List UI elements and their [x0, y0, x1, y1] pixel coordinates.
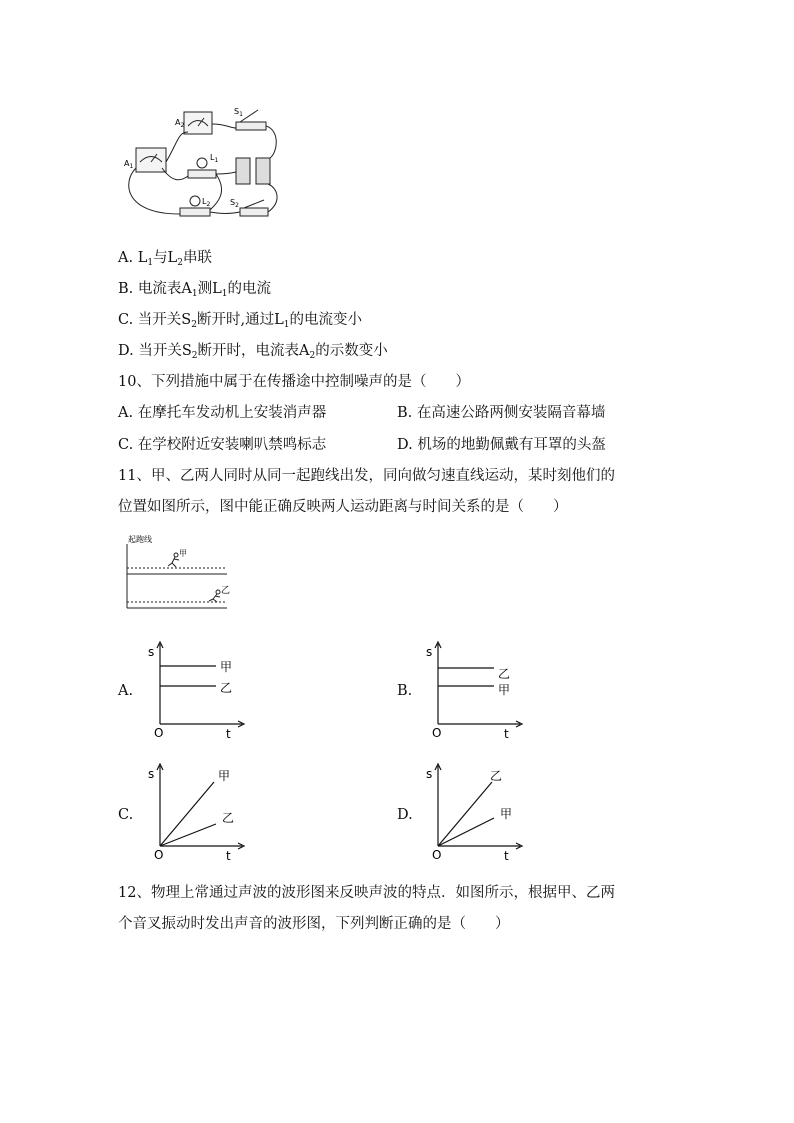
graph-c-upper-line [160, 782, 214, 846]
graph-b-ylabel: s [426, 645, 433, 659]
q11-stem-line1: 11、甲、乙两人同时从同一起跑线出发，同向做匀速直线运动，某时刻他们的 [118, 468, 615, 484]
graph-d-upper-label: 乙 [490, 769, 503, 783]
graph-c-option: C. [118, 807, 134, 823]
start-line-label: 起跑线 [128, 535, 152, 544]
graph-c-origin: O [154, 848, 164, 862]
q10-option-a: A. 在摩托车发动机上安装消声器 [118, 405, 327, 421]
circuit-diagram [118, 102, 288, 228]
graph-d-ylabel: s [426, 767, 433, 781]
graph-d-lower-label: 甲 [500, 807, 513, 821]
graph-a-ylabel: s [148, 645, 155, 659]
graph-c [146, 762, 256, 862]
graph-d-upper-line [438, 782, 492, 846]
graph-d-option: D. [397, 807, 413, 823]
graph-d-lower-line [438, 818, 494, 846]
l1-label: $L_1$ [210, 153, 219, 164]
q9-option-b: B. 电流表$A_1$测$L_1$的电流 [118, 281, 271, 299]
q9-option-d: D. 当开关$S_2$断开时，电流表$A_2$的示数变小 [118, 343, 388, 361]
graph-b-origin: O [432, 726, 442, 740]
graph-a-option: A. [118, 683, 134, 699]
runner-jia-label: 甲 [179, 549, 187, 558]
q9-option-c: C. 当开关$S_2$断开时,通过$L_1$的电流变小 [118, 312, 362, 330]
graph-c-ylabel: s [148, 767, 155, 781]
graph-a-lower-label: 乙 [220, 681, 233, 695]
graph-d-origin: O [432, 848, 442, 862]
graph-d [424, 762, 534, 862]
graph-c-xlabel: t [226, 849, 231, 862]
graph-d-xlabel: t [504, 849, 509, 862]
s2-label: $S_2$ [230, 198, 239, 209]
graph-b-lower-label: 甲 [498, 683, 511, 697]
graph-b-option: B. [397, 683, 413, 699]
graph-a [146, 640, 256, 740]
q12-stem-line2: 个音叉振动时发出声音的波形图，下列判断正确的是（ ） [118, 916, 510, 932]
q10-option-c: C. 在学校附近安装喇叭禁鸣标志 [118, 437, 327, 453]
q11-stem-line2: 位置如图所示，图中能正确反映两人运动距离与时间关系的是（ ） [118, 499, 568, 515]
q10-option-b: B. 在高速公路两侧安装隔音幕墙 [397, 405, 606, 421]
graph-a-xlabel: t [226, 727, 231, 740]
q10-option-d: D. 机场的地勤佩戴有耳罩的头盔 [397, 437, 606, 453]
graph-a-upper-label: 甲 [220, 660, 233, 674]
l2-label: $L_2$ [202, 197, 211, 208]
a2-label: $A_2$ [175, 118, 185, 129]
graph-c-lower-line [160, 824, 216, 846]
graph-b-upper-label: 乙 [498, 667, 511, 681]
q9-option-a: A. $L_1$与$L_2$串联 [118, 250, 212, 268]
graph-b [424, 640, 534, 740]
a1-label: $A_1$ [124, 159, 134, 170]
track-figure [122, 532, 232, 612]
q10-stem: 10、下列措施中属于在传播途中控制噪声的是（ ） [118, 374, 470, 390]
q12-stem-line1: 12、物理上常通过声波的波形图来反映声波的特点．如图所示，根据甲、乙两 [118, 885, 615, 901]
runner-yi-label: 乙 [221, 586, 231, 596]
graph-c-lower-label: 乙 [222, 811, 235, 825]
s1-label: $S_1$ [234, 107, 243, 118]
graph-c-upper-label: 甲 [218, 769, 231, 783]
graph-a-origin: O [154, 726, 164, 740]
graph-b-xlabel: t [504, 727, 509, 740]
